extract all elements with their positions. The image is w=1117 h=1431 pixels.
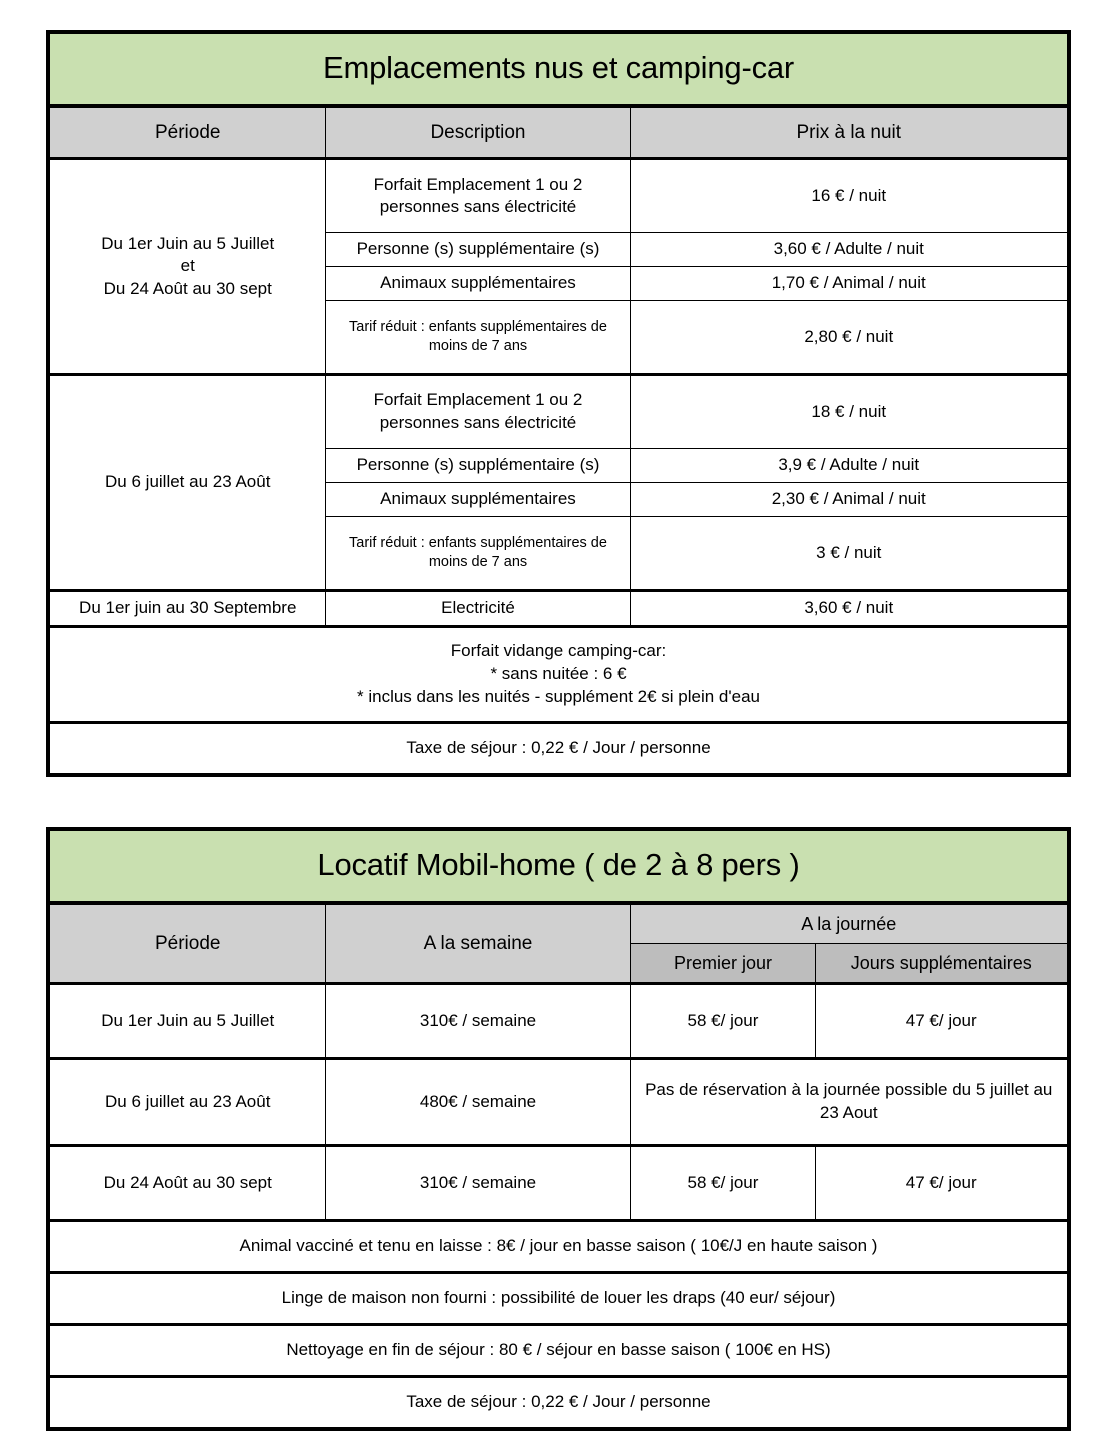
camping-header-row — [48, 106, 1068, 159]
extra-days-price-cell: 47 €/ jour — [815, 1146, 1068, 1221]
period-line: et — [180, 256, 195, 276]
camping-table-title: Emplacements nus et camping-car — [48, 32, 1068, 106]
table-row-taxe — [48, 722, 1068, 774]
price-cell: 2,30 € / Animal / nuit — [630, 483, 1068, 517]
table-row — [48, 375, 1068, 449]
table-row-note — [48, 1377, 1068, 1429]
header-premier-jour: Premier jour — [630, 944, 815, 984]
table-gap — [0, 777, 1117, 827]
weekly-price-cell: 310€ / semaine — [325, 1146, 630, 1221]
header-periode: Période — [48, 106, 325, 159]
table-row — [48, 159, 1068, 233]
header-periode: Période — [48, 903, 325, 984]
period-line: Du 6 juillet au 23 Août — [105, 472, 271, 492]
description-cell-electricity: Electricité — [325, 591, 630, 627]
table-row-note — [48, 1221, 1068, 1273]
table-row-vidange-note — [48, 627, 1068, 723]
first-day-price-cell: 58 €/ jour — [630, 984, 815, 1059]
description-cell: Animaux supplémentaires — [325, 267, 630, 301]
period-cell: Du 1er Juin au 5 Juillet — [48, 984, 325, 1059]
price-cell: 3,60 € / Adulte / nuit — [630, 233, 1068, 267]
price-cell-electricity: 3,60 € / nuit — [630, 591, 1068, 627]
header-journee-group: A la journée — [630, 903, 1068, 944]
taxe-sejour-cell: Taxe de séjour : 0,22 € / Jour / personne — [48, 722, 1068, 774]
vidange-line-1: Forfait vidange camping-car: — [450, 641, 667, 661]
table-row — [48, 1146, 1068, 1221]
header-semaine: A la semaine — [325, 903, 630, 984]
no-daily-booking-note: Pas de réservation à la journée possible du 5 juillet au 23 Aout — [630, 1059, 1068, 1146]
note-linge: Linge de maison non fourni : possibilité de louer les draps (40 eur/ séjour) — [48, 1273, 1068, 1325]
header-jours-supplementaires: Jours supplémentaires — [815, 944, 1068, 984]
price-cell: 2,80 € / nuit — [630, 301, 1068, 375]
note-animal: Animal vacciné et tenu en laisse : 8€ / jour en basse saison ( 10€/J en haute saison ) — [48, 1221, 1068, 1273]
mobilhome-title-row — [48, 829, 1068, 903]
price-cell: 3,9 € / Adulte / nuit — [630, 449, 1068, 483]
price-cell: 18 € / nuit — [630, 375, 1068, 449]
note-nettoyage: Nettoyage en fin de séjour : 80 € / séjour en basse saison ( 100€ en HS) — [48, 1325, 1068, 1377]
mobilhome-header-row-1 — [48, 903, 1068, 944]
period-cell-block-1 — [48, 375, 325, 591]
top-spacer — [0, 0, 1117, 30]
weekly-price-cell: 480€ / semaine — [325, 1059, 630, 1146]
period-cell-block-0 — [48, 159, 325, 375]
header-prix: Prix à la nuit — [630, 106, 1068, 159]
description-cell: Tarif réduit : enfants supplémentaires de moins de 7 ans — [325, 517, 630, 591]
weekly-price-cell: 310€ / semaine — [325, 984, 630, 1059]
period-cell: Du 6 juillet au 23 Août — [48, 1059, 325, 1146]
table-row-electricity — [48, 591, 1068, 627]
price-cell: 16 € / nuit — [630, 159, 1068, 233]
header-description: Description — [325, 106, 630, 159]
price-cell: 3 € / nuit — [630, 517, 1068, 591]
vidange-note-cell — [48, 627, 1068, 723]
price-cell: 1,70 € / Animal / nuit — [630, 267, 1068, 301]
description-cell: Animaux supplémentaires — [325, 483, 630, 517]
description-cell: Personne (s) supplémentaire (s) — [325, 449, 630, 483]
camping-title-row — [48, 32, 1068, 106]
period-cell-electricity: Du 1er juin au 30 Septembre — [48, 591, 325, 627]
description-cell: Forfait Emplacement 1 ou 2 personnes sans électricité — [325, 375, 630, 449]
table-row-note — [48, 1325, 1068, 1377]
table-row — [48, 984, 1068, 1059]
description-cell: Forfait Emplacement 1 ou 2 personnes sans électricité — [325, 159, 630, 233]
vidange-line-3: * inclus dans les nuités - supplément 2€ si plein d'eau — [357, 687, 760, 707]
camping-pitch-price-table — [46, 30, 1070, 777]
table-row-note — [48, 1273, 1068, 1325]
period-line: Du 1er Juin au 5 Juillet — [101, 233, 275, 253]
description-cell: Tarif réduit : enfants supplémentaires de moins de 7 ans — [325, 301, 630, 375]
period-line: Du 24 Août au 30 sept — [103, 279, 272, 299]
mobilhome-table-title: Locatif Mobil-home ( de 2 à 8 pers ) — [48, 829, 1068, 903]
mobilhome-price-table — [46, 827, 1070, 1431]
description-cell: Personne (s) supplémentaire (s) — [325, 233, 630, 267]
note-taxe-sejour: Taxe de séjour : 0,22 € / Jour / personne — [48, 1377, 1068, 1429]
first-day-price-cell: 58 €/ jour — [630, 1146, 815, 1221]
extra-days-price-cell: 47 €/ jour — [815, 984, 1068, 1059]
period-cell: Du 24 Août au 30 sept — [48, 1146, 325, 1221]
vidange-line-2: * sans nuitée : 6 € — [490, 664, 627, 684]
table-row — [48, 1059, 1068, 1146]
